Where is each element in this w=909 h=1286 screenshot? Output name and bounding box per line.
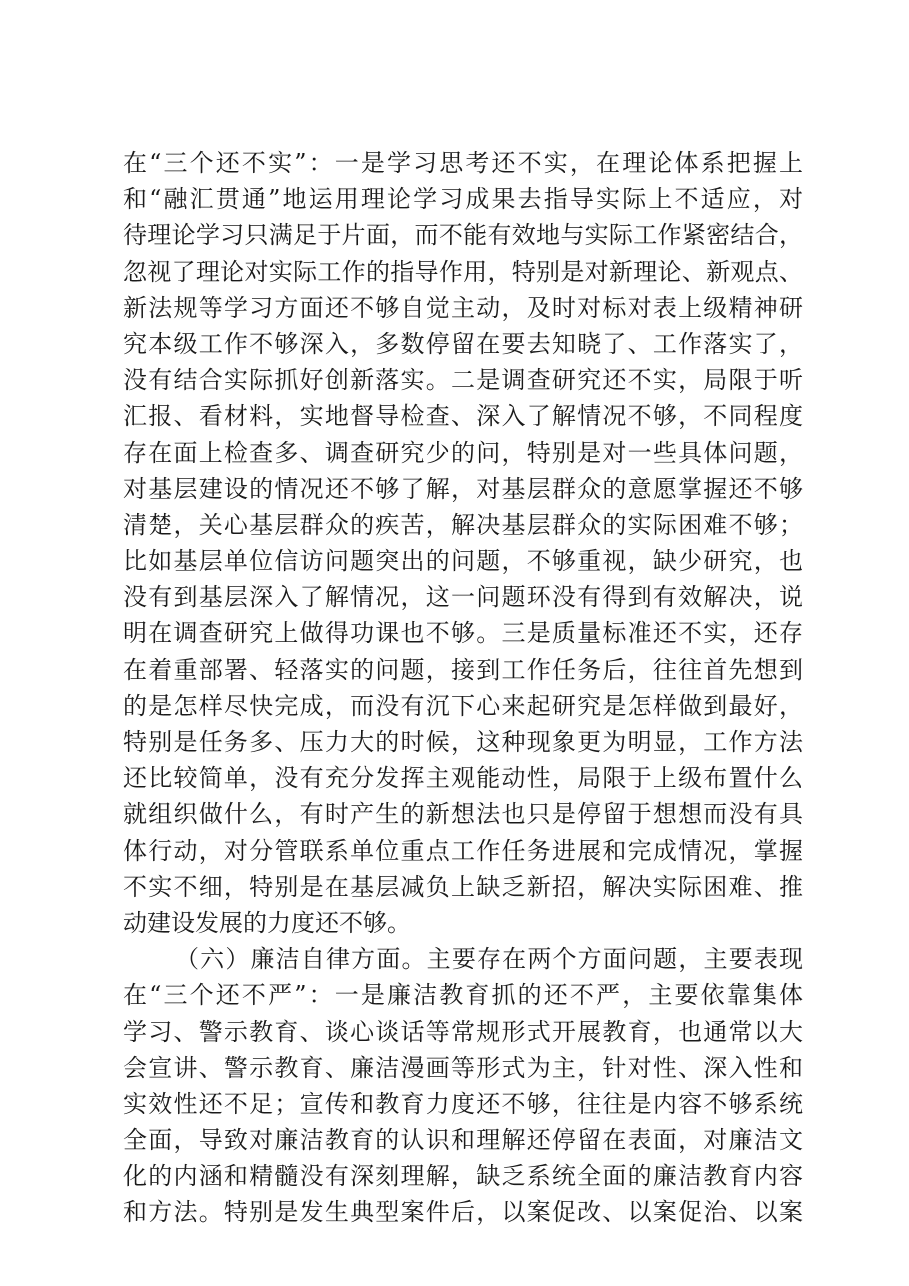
text-line: 明在调查研究上做得功课也不够。三是质量标准还不实，还存 [123,619,803,648]
body-text [123,145,803,1231]
text-line: 特别是任务多、压力大的时候，这种现象更为明显，工作方法 [123,728,803,756]
text-line: 学习、警示教育、谈心谈话等常规形式开展教育，也通常以大 [123,1017,803,1046]
text-line: （六）廉洁自律方面。主要存在两个方面问题，主要表现 [175,945,803,974]
text-line: 对基层建设的情况还不够了解，对基层群众的意愿掌握还不够 [123,474,803,503]
text-line: 新法规等学习方面还不够自觉主动，及时对标对表上级精神研 [123,293,803,322]
text-line: 在着重部署、轻落实的问题，接到工作任务后，往往首先想到 [123,655,803,684]
text-line: 不实不细，特别是在基层减负上缺乏新招，解决实际困难、推 [123,872,803,901]
text-line: 在“三个还不严”：一是廉洁教育抓的还不严，主要依靠集体 [123,981,803,1010]
text-line: 体行动，对分管联系单位重点工作任务进展和完成情况，掌握 [123,836,803,865]
text-line: 全面，导致对廉洁教育的认识和理解还停留在表面，对廉洁文 [123,1126,803,1155]
text-line: 待理论学习只满足于片面，而不能有效地与实际工作紧密结合， [123,221,803,250]
text-line: 还比较简单，没有充分发挥主观能动性，局限于上级布置什么 [123,764,803,793]
text-line: 比如基层单位信访问题突出的问题，不够重视，缺少研究，也 [123,547,803,576]
text-line: 动建设发展的力度还不够。 [123,908,411,937]
text-line: 没有到基层深入了解情况，这一问题环没有得到有效解决，说 [123,583,803,612]
text-line: 会宣讲、警示教育、廉洁漫画等形式为主，针对性、深入性和 [123,1053,803,1082]
text-line: 实效性还不足；宣传和教育力度还不够，往往是内容不够系统 [123,1089,803,1118]
text-line: 就组织做什么，有时产生的新想法也只是停留于想想而没有具 [123,800,803,829]
text-line: 没有结合实际抓好创新落实。二是调查研究还不实，局限于听 [123,366,803,395]
text-line: 在“三个还不实”：一是学习思考还不实，在理论体系把握上 [123,149,803,177]
text-line: 和方法。特别是发生典型案件后，以案促改、以案促治、以案 [123,1198,803,1227]
text-line: 的是怎样尽快完成，而没有沉下心来起研究是怎样做到最好， [123,691,803,720]
text-line: 汇报、看材料，实地督导检查、深入了解情况不够，不同程度 [123,402,803,431]
text-line: 忽视了理论对实际工作的指导作用，特别是对新理论、新观点、 [123,257,803,286]
text-line: 存在面上检查多、调查研究少的问，特别是对一些具体问题， [123,438,803,467]
text-line: 究本级工作不够深入，多数停留在要去知晓了、工作落实了， [123,329,803,358]
text-line: 和“融汇贯通”地运用理论学习成果去指导实际上不适应，对 [123,185,803,214]
text-line: 清楚，关心基层群众的疾苦，解决基层群众的实际困难不够； [123,510,803,539]
text-line: 化的内涵和精髓没有深刻理解，缺乏系统全面的廉洁教育内容 [123,1162,803,1191]
